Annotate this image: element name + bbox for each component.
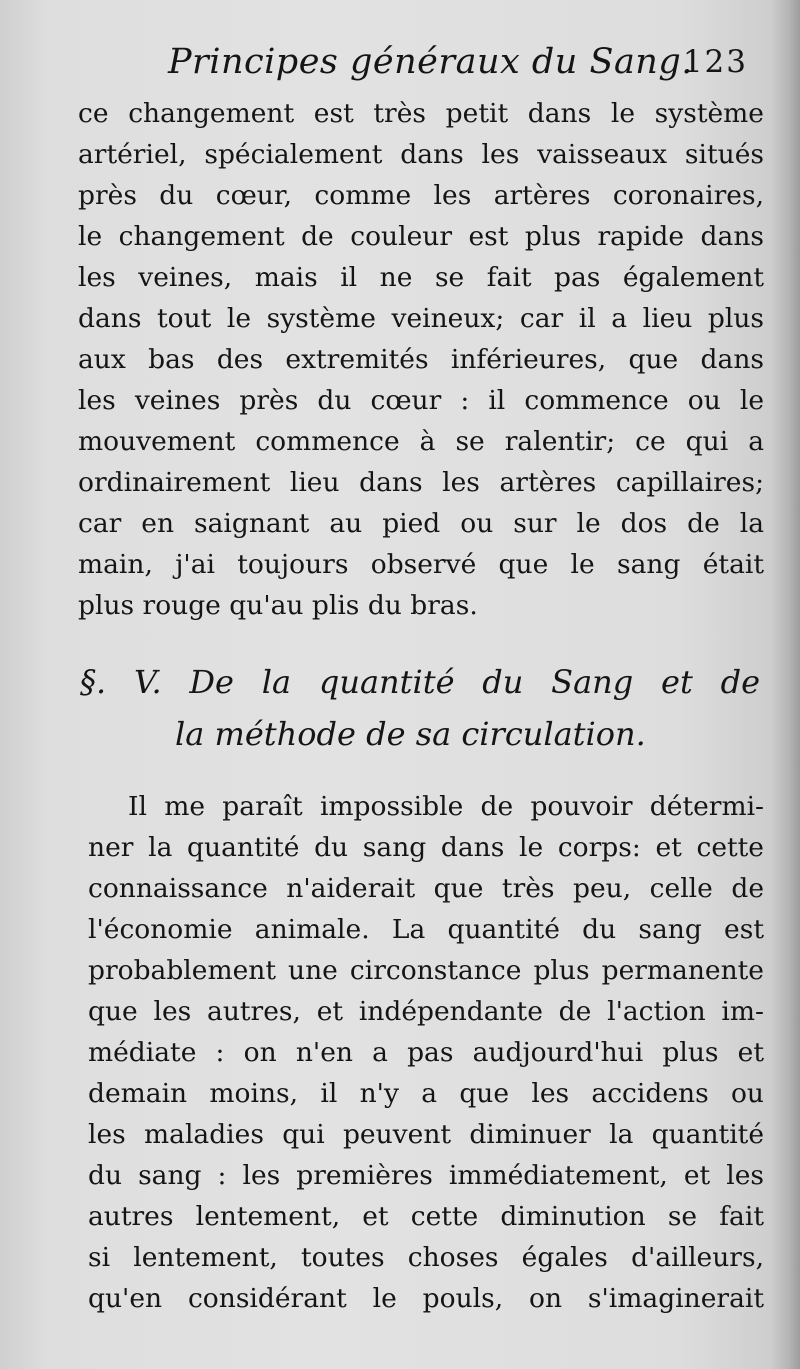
text-line: car en saignant au pied ou sur le dos de la	[78, 508, 764, 539]
text-line: mouvement commence à se ralentir; ce qui a	[78, 426, 764, 457]
text-line: qu'en considérant le pouls, on s'imaginerait	[88, 1283, 764, 1314]
text-line: le changement de couleur est plus rapide dans	[78, 221, 764, 252]
text-line: artériel, spécialement dans les vaisseaux situés	[78, 139, 764, 170]
text-line: ce changement est très petit dans le système	[78, 98, 764, 129]
text-line: ordinairement lieu dans les artères capillaires;	[78, 467, 764, 498]
text-line: du sang : les premières immédiatement, et les	[88, 1160, 764, 1191]
text-line: Il me paraît impossible de pouvoir détermi-	[128, 791, 764, 822]
section-heading-line: la méthode de sa circulation.	[175, 715, 646, 753]
text-line: demain moins, il n'y a que les accidens ou	[88, 1078, 764, 1109]
section-heading-line: §. V. De la quantité du Sang et de	[80, 663, 760, 701]
page-spine-shadow	[770, 0, 800, 1369]
text-line: les maladies qui peuvent diminuer la quantité	[88, 1119, 764, 1150]
text-line: ner la quantité du sang dans le corps: et cette	[88, 832, 764, 863]
text-line: dans tout le système veineux; car il a lieu plus	[78, 303, 764, 334]
text-line: connaissance n'aiderait que très peu, celle de	[88, 873, 764, 904]
text-line: près du cœur, comme les artères coronaires,	[78, 180, 764, 211]
text-line: médiate : on n'en a pas audjourd'hui plus et	[88, 1037, 764, 1068]
text-line: autres lentement, et cette diminution se fait	[88, 1201, 764, 1232]
running-head	[78, 42, 768, 98]
text-line: main, j'ai toujours observé que le sang était	[78, 549, 764, 580]
text-line: les veines, mais il ne se fait pas également	[78, 262, 764, 293]
text-line: l'économie animale. La quantité du sang est	[88, 914, 764, 945]
text-line: si lentement, toutes choses égales d'ailleurs,	[88, 1242, 764, 1273]
page-number: 123	[682, 44, 748, 80]
text-line: aux bas des extremités inférieures, que dans	[78, 344, 764, 375]
text-line: les veines près du cœur : il commence ou le	[78, 385, 764, 416]
text-line: plus rouge qu'au plis du bras.	[78, 590, 478, 621]
text-line: que les autres, et indépendante de l'action im-	[88, 996, 764, 1027]
running-head-title: Principes généraux du Sang.	[168, 42, 693, 82]
text-line: probablement une circonstance plus permanente	[88, 955, 764, 986]
